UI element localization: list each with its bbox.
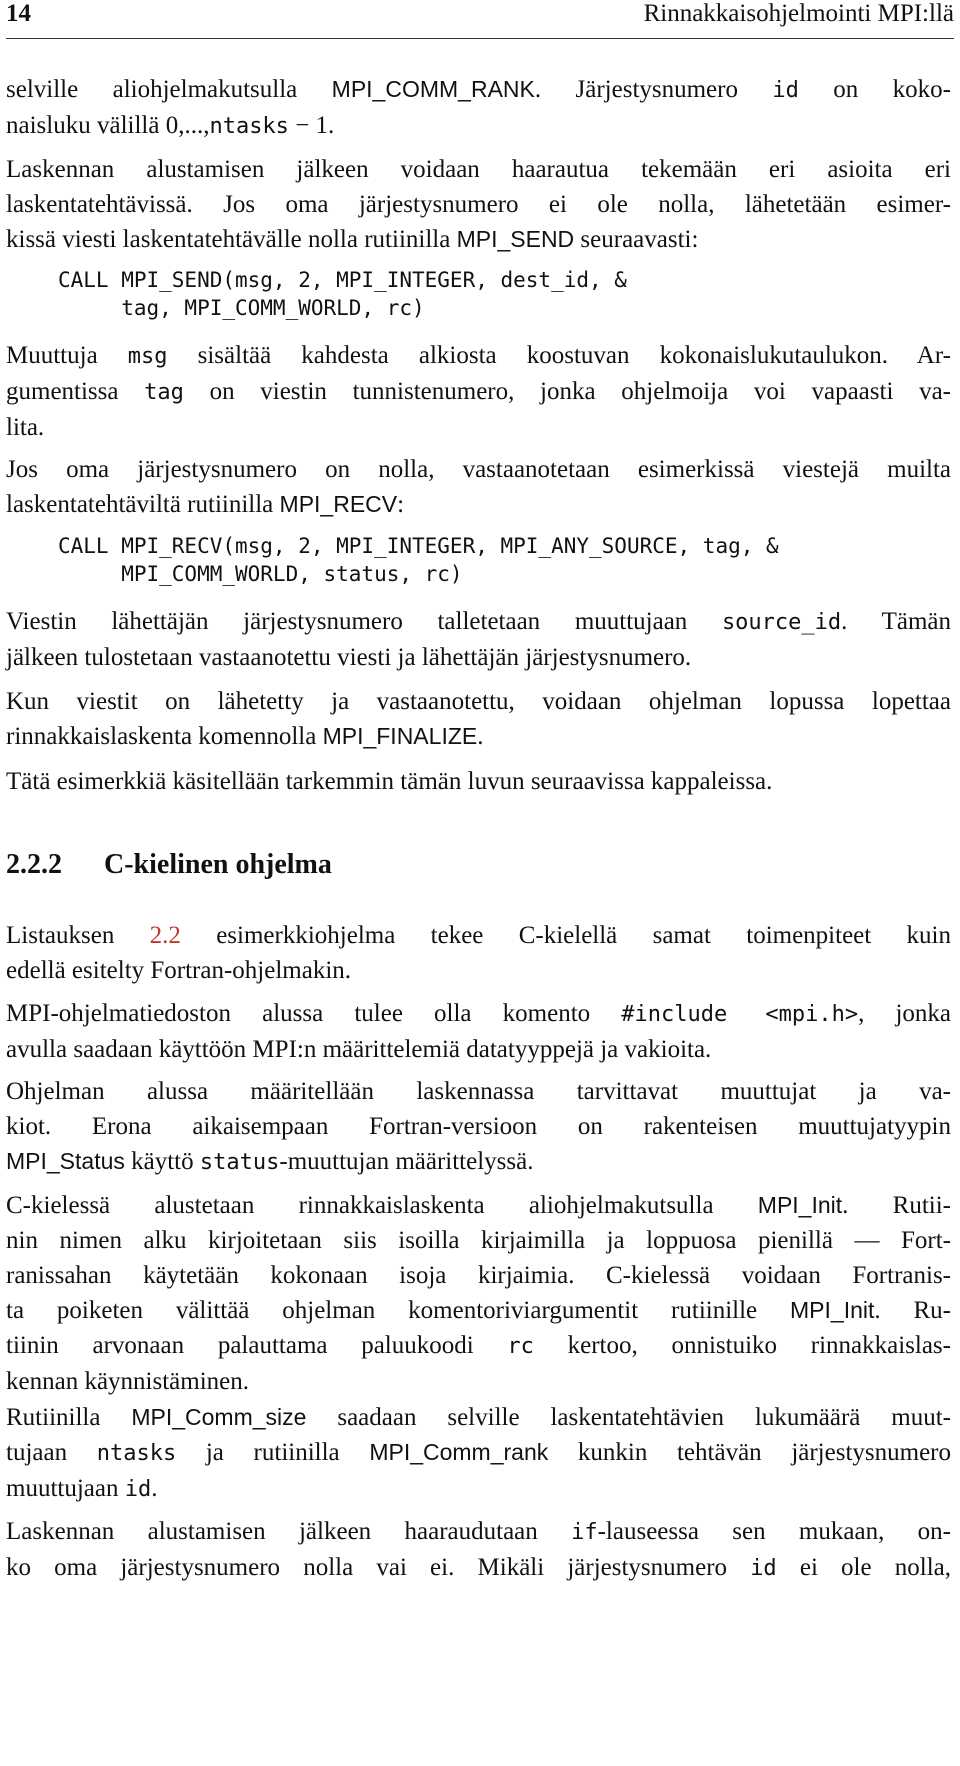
line: kennan käynnistäminen. bbox=[6, 1368, 249, 1395]
routine-name: MPI_Comm_size bbox=[131, 1404, 307, 1430]
routine-name: MPI_Init bbox=[757, 1192, 843, 1218]
listing-reference-link[interactable]: 2.2 bbox=[149, 922, 181, 949]
text: Muuttuja bbox=[6, 342, 128, 369]
variable-name: rc bbox=[507, 1334, 534, 1359]
line: jälkeen tulostetaan vastaanotettu viesti ja lähettäjän järjestysnumero. bbox=[6, 644, 692, 671]
paragraph-msg bbox=[6, 338, 951, 445]
text: ja rutiinilla bbox=[176, 1439, 370, 1466]
line bbox=[6, 487, 951, 522]
text: , jonka bbox=[858, 1000, 952, 1027]
text: Laskennan alustamisen jälkeen haaraudutaan bbox=[6, 1518, 572, 1545]
keyword: if bbox=[571, 1520, 598, 1545]
variable-name: msg bbox=[127, 344, 168, 369]
code-line: CALL MPI_RECV(msg, 2, MPI_INTEGER, MPI_ANY_SOURCE, tag, & bbox=[58, 534, 779, 558]
text: selville aliohjelmakutsulla bbox=[6, 76, 332, 103]
text: MPI-ohjelmatiedoston alussa tulee olla komento bbox=[6, 1000, 622, 1027]
paragraph-source-id bbox=[6, 604, 951, 675]
paragraph-include bbox=[6, 996, 951, 1067]
line: lita. bbox=[6, 414, 45, 441]
line bbox=[6, 604, 951, 640]
text: seuraavasti: bbox=[574, 226, 699, 253]
variable-name: id bbox=[772, 78, 799, 103]
routine-name: MPI_SEND bbox=[456, 226, 575, 252]
text: sisältää kahdesta alkiosta koostuvan kokonaislukutaulukon. Ar- bbox=[167, 342, 951, 369]
text: tujaan bbox=[6, 1439, 97, 1466]
text: laskentatehtäviltä rutiinilla bbox=[6, 491, 280, 518]
line bbox=[6, 374, 951, 410]
text: esimerkkiohjelma tekee C-kielellä samat toimenpiteet kuin bbox=[180, 922, 951, 949]
line bbox=[6, 1293, 951, 1328]
text: . Tämän bbox=[841, 608, 951, 635]
text: on koko- bbox=[798, 76, 951, 103]
line: Ohjelman alussa määritellään laskennassa tarvittavat muuttujat ja va- bbox=[6, 1078, 951, 1105]
text: muuttujaan bbox=[6, 1475, 125, 1502]
line bbox=[6, 1514, 951, 1550]
text: ta poiketen välittää ohjelman komentoriviargumentit rutiinille bbox=[6, 1297, 791, 1324]
routine-name: MPI_RECV bbox=[279, 491, 398, 517]
line bbox=[6, 1471, 951, 1507]
line bbox=[6, 719, 951, 754]
text: . Järjestysnumero bbox=[534, 76, 773, 103]
code-block-mpi-send bbox=[58, 266, 627, 322]
paragraph-listing bbox=[6, 918, 951, 988]
line bbox=[6, 1435, 951, 1471]
line bbox=[6, 1144, 951, 1180]
text: Listauksen bbox=[6, 922, 150, 949]
line: laskentatehtävissä. Jos oma järjestysnumero ei ole nolla, lähetetään esimer- bbox=[6, 191, 951, 218]
line: Kun viestit on lähetetty ja vastaanotettu, voidaan ohjelman lopussa lopettaa bbox=[6, 688, 951, 715]
text: -muuttujan määrittelyssä. bbox=[279, 1148, 534, 1175]
text: saadaan selville laskentatehtävien lukumäärä muut- bbox=[306, 1404, 951, 1431]
line: Jos oma järjestysnumero on nolla, vastaanotetaan esimerkissä viestejä muilta bbox=[6, 456, 951, 483]
paragraph-recv bbox=[6, 452, 951, 522]
line bbox=[6, 338, 951, 374]
text: . bbox=[151, 1475, 158, 1502]
routine-name: MPI_Comm_rank bbox=[369, 1439, 549, 1465]
variable-name: id bbox=[750, 1556, 777, 1581]
paragraph-comm-size bbox=[6, 1400, 951, 1507]
text: − 1. bbox=[288, 112, 335, 139]
variable-name: ntasks bbox=[96, 1441, 177, 1466]
line bbox=[6, 1328, 951, 1364]
text: on viestin tunnistenumero, jonka ohjelmoija voi vapaasti va- bbox=[183, 378, 951, 405]
line: Laskennan alustamisen jälkeen voidaan haarautua tekemään eri asioita eri bbox=[6, 156, 951, 183]
variable-name: source_id bbox=[721, 610, 842, 635]
variable-name: ntasks bbox=[209, 114, 289, 139]
text: kissä viesti laskentatehtävälle nolla rutiinilla bbox=[6, 226, 457, 253]
text: ko oma järjestysnumero nolla vai ei. Mikäli järjestysnumero bbox=[6, 1554, 751, 1581]
text: . Rutii- bbox=[842, 1192, 951, 1219]
line bbox=[6, 108, 951, 144]
line bbox=[6, 1188, 951, 1223]
text: kertoo, onnistuiko rinnakkaislas- bbox=[533, 1332, 951, 1359]
code-line: MPI_COMM_WORLD, status, rc) bbox=[58, 562, 463, 586]
line bbox=[6, 1550, 951, 1586]
type-name: MPI_Status bbox=[6, 1148, 125, 1174]
paragraph-rank bbox=[6, 72, 951, 144]
text: kunkin tehtävän järjestysnumero bbox=[548, 1439, 951, 1466]
paragraph-init bbox=[6, 1188, 951, 1399]
paragraph-variables bbox=[6, 1074, 951, 1180]
line: nin nimen alku kirjoitetaan siis isoilla kirjaimilla ja loppuosa pienillä — Fort- bbox=[6, 1227, 951, 1254]
include-directive: #include <mpi.h> bbox=[621, 1002, 859, 1027]
text: : bbox=[397, 491, 405, 518]
text: rinnakkaislaskenta komennolla bbox=[6, 723, 323, 750]
line bbox=[6, 996, 951, 1032]
code-line: CALL MPI_SEND(msg, 2, MPI_INTEGER, dest_id, & bbox=[58, 268, 627, 292]
routine-name: MPI_COMM_RANK bbox=[331, 76, 535, 102]
code-line: tag, MPI_COMM_WORLD, rc) bbox=[58, 296, 425, 320]
paragraph-if-branch bbox=[6, 1514, 951, 1586]
section-number: 2.2.2 bbox=[6, 849, 62, 880]
text: Viestin lähettäjän järjestysnumero talletetaan muuttujaan bbox=[6, 608, 722, 635]
paragraph-branching bbox=[6, 152, 951, 257]
running-header bbox=[6, 0, 954, 39]
variable-name: tag bbox=[144, 380, 184, 405]
line: ranissahan käytetään kokonaan isoja kirjaimia. C-kielessä voidaan Fortranis- bbox=[6, 1262, 951, 1289]
line: edellä esitelty Fortran-ohjelmakin. bbox=[6, 957, 352, 984]
line bbox=[6, 222, 951, 257]
text: käyttö bbox=[124, 1148, 200, 1175]
routine-name: MPI_FINALIZE bbox=[322, 723, 478, 749]
text: . Ru- bbox=[874, 1297, 951, 1324]
routine-name: MPI_Init bbox=[790, 1297, 875, 1323]
page-number: 14 bbox=[6, 0, 31, 27]
line: Tätä esimerkkiä käsitellään tarkemmin tämän luvun seuraavissa kappaleissa. bbox=[6, 768, 773, 795]
section-title: C-kielinen ohjelma bbox=[104, 849, 332, 880]
paragraph-finalize bbox=[6, 684, 951, 754]
text: Rutiinilla bbox=[6, 1404, 132, 1431]
line bbox=[6, 72, 951, 108]
text: . bbox=[477, 723, 484, 750]
text: naisluku välillä 0,..., bbox=[6, 112, 210, 139]
line: avulla saadaan käyttöön MPI:n määrittelemiä datatyyppejä ja vakioita. bbox=[6, 1036, 712, 1063]
text: C-kielessä alustetaan rinnakkaislaskenta aliohjelmakutsulla bbox=[6, 1192, 758, 1219]
text: -lauseessa sen mukaan, on- bbox=[597, 1518, 951, 1545]
line bbox=[6, 918, 951, 953]
text: gumentissa bbox=[6, 378, 145, 405]
code-block-mpi-recv bbox=[58, 532, 779, 588]
text: ei ole nolla, bbox=[776, 1554, 951, 1581]
variable-name: id bbox=[124, 1477, 152, 1502]
line: kiot. Erona aikaisempaan Fortran-versioon on rakenteisen muuttujatyypin bbox=[6, 1113, 951, 1140]
variable-name: status bbox=[199, 1150, 280, 1175]
running-title: Rinnakkaisohjelmointi MPI:llä bbox=[643, 0, 954, 27]
section-heading bbox=[6, 848, 332, 882]
line bbox=[6, 1400, 951, 1435]
text: tiinin arvonaan palauttama paluukoodi bbox=[6, 1332, 508, 1359]
paragraph-summary bbox=[6, 764, 951, 799]
